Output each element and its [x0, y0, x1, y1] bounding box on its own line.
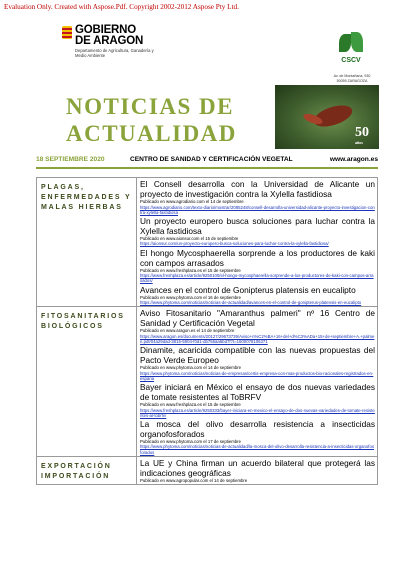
news-link[interactable]: https://www.agrodiario.com/texto-diario/mostrar/2085248/consell-desarrolla-universidad-alicante-proyecto-investigacion-contra-xylella-fastidiosa [140, 204, 375, 215]
title-line1: NOTICIAS DE [66, 94, 234, 119]
news-publisher: Publicado en www.freshplaza.es el 15 de septiembre [140, 402, 241, 408]
news-link[interactable]: https://www.phytoma.com/noticias/noticias-de-empresas/certis-empresa-con-mas-productos-bio-racionales-registrados-en-espana [140, 370, 374, 381]
news-publisher: Publicado en www.phytoma.com el 14 de septiembre [140, 365, 242, 371]
section-content-cell [137, 456, 378, 485]
title-line2: ACTUALIDAD [66, 121, 237, 146]
address-line2: 50059 ZARAGOZA [336, 78, 368, 83]
evaluation-watermark: Evaluation Only. Created with Aspose.Pdf. Copyright 2002-2012 Aspose Pty Ltd. [4, 3, 239, 11]
news-link[interactable]: https://www.phytoma.com/noticias/noticias-de-actualidad/avances-en-el-control-de-gonipterus-platensis-en-eucalipto [140, 300, 362, 306]
section-name: PLAGAS, ENFERMEDADES Y MALAS HIERBAS [41, 184, 132, 211]
badge-label: años [355, 140, 363, 145]
center-name: CENTRO DE SANIDAD Y CERTIFICACIÓN VEGETAL [130, 156, 293, 163]
news-item [140, 308, 375, 344]
address-line1: Av. de Montañana, 930 [333, 74, 371, 78]
logo-title-line1: GOBIERNO [75, 24, 137, 36]
logo-title-line2: DE ARAGON [75, 35, 144, 47]
badge-number: 50 [355, 125, 369, 140]
news-item [140, 248, 375, 284]
news-title[interactable]: Dinamite, acaricida compatible con las nuevas propuestas del Pacto Verde Europeo [140, 345, 375, 366]
cscv-name: CSCV [341, 57, 361, 64]
logo-subtitle: Departamento de Agricultura, Ganadería y Medio Ambiente [75, 48, 154, 58]
section-content-cell [137, 178, 378, 307]
news-publisher: Publicado en www.agropopular.com el 14 de septiembre [140, 477, 248, 483]
section-label-cell [37, 456, 137, 485]
aragon-flag-icon [62, 26, 72, 39]
section-label-cell [37, 178, 137, 307]
header-photo [275, 85, 379, 149]
section-row [37, 178, 378, 307]
news-item [140, 419, 375, 455]
news-item [140, 179, 375, 215]
news-title[interactable]: Un proyecto europero busca soluciones para luchar contra la Xylella fastidiosa [140, 215, 375, 236]
website-link[interactable]: www.aragon.es [329, 156, 378, 163]
news-item [140, 382, 375, 418]
news-link[interactable]: https://www.freshplaza.es/article/9250100/el-hongo-mycosphaerella-sorprende-a-los-productores-de-kaki-con-campos-arrasados/ [140, 273, 374, 284]
news-title[interactable]: Aviso Fitosanitario "Amaranthus palmeri" nº 16 Centro de Sanidad y Certificación Vegetal [140, 308, 375, 329]
news-link[interactable]: https://www.aragon.es/documents/20127/29673739/Aviso+n%C2%BA+16+del+d%C3%ADa+15+de+septiembre+A.+palmeri.pdf/04a29dad-3815-5904-f0d1-db756aa6bd7f?t=1600078106371 [140, 333, 375, 344]
news-item [140, 216, 375, 247]
news-title[interactable]: La UE y China firman un acuerdo bilateral que protegerá las indicaciones geográficas [140, 457, 375, 478]
news-publisher: Publicado en www.phytoma.com el 16 de septiembre [140, 294, 242, 300]
section-row [37, 456, 378, 485]
section-label-cell [37, 307, 137, 457]
news-item [140, 285, 375, 306]
gobierno-aragon-logo [62, 24, 154, 66]
page-title [66, 93, 237, 147]
cscv-leaf-icon [337, 30, 365, 56]
news-item [140, 345, 375, 381]
news-title[interactable]: El Consell desarrolla con la Universidad de Alicante un proyecto de investigación contra la Xylella fastidiosa [140, 179, 375, 199]
section-name: FITOSANITARIOS BIOLÓGICOS [41, 313, 125, 331]
news-link[interactable]: https://www.freshplaza.es/article/9250333/bayer-iniciara-en-mexico-el-ensayo-de-dos-nuevas-variedades-de-tomate-resistentes-al-tobrfv/ [140, 407, 375, 418]
section-name: EXPORTACIÓN IMPORTACIÓN [41, 462, 112, 480]
section-row [37, 307, 378, 457]
news-publisher: Publicado en www.phytoma.com el 17 de septiembre [140, 438, 242, 444]
news-link[interactable]: https://aionsur.com/un-proyecto-europero-busca-soluciones-para-luchar-contra-la-xylella-fastidiosa/ [140, 241, 329, 247]
logo-title [75, 25, 143, 47]
news-publisher: Publicado en www.aragon.es el 14 de septiembre [140, 328, 235, 334]
news-title[interactable]: Avances en el control de Gonipterus platensis en eucalipto [140, 284, 356, 295]
news-title[interactable]: El hongo Mycosphaerella sorprende a los productores de kaki con campos arrasados [140, 247, 375, 268]
header-divider [36, 167, 378, 169]
news-title[interactable]: Bayer iniciará en México el ensayo de dos nuevas variedades de tomate resistentes al ToBRFV [140, 382, 375, 403]
bulletin-date: 18 SEPTIEMBRE 2020 [36, 156, 105, 163]
section-content-cell [137, 307, 378, 457]
news-title[interactable]: La mosca del olivo desarrolla resistencia a insecticidas organofosforados [140, 418, 375, 439]
news-publisher: Publicado en www.agrodiario.com el 14 de septiembre [140, 199, 244, 204]
anniversary-badge [355, 125, 369, 145]
info-bar [36, 156, 378, 166]
news-publisher: Publicado en www.aionsur.com el 15 de septiembre [140, 235, 239, 241]
news-table [36, 177, 378, 485]
cscv-logo [326, 30, 376, 70]
news-link[interactable]: https://www.phytoma.com/noticias/noticias-de-actualidad/la-mosca-del-olivo-desarrolla-resistencia-a-insecticidas-organofosforados [140, 444, 375, 455]
news-publisher: Publicado en www.freshplaza.es el 15 de septiembre [140, 267, 241, 273]
cscv-address [327, 74, 377, 83]
news-item [140, 458, 375, 484]
